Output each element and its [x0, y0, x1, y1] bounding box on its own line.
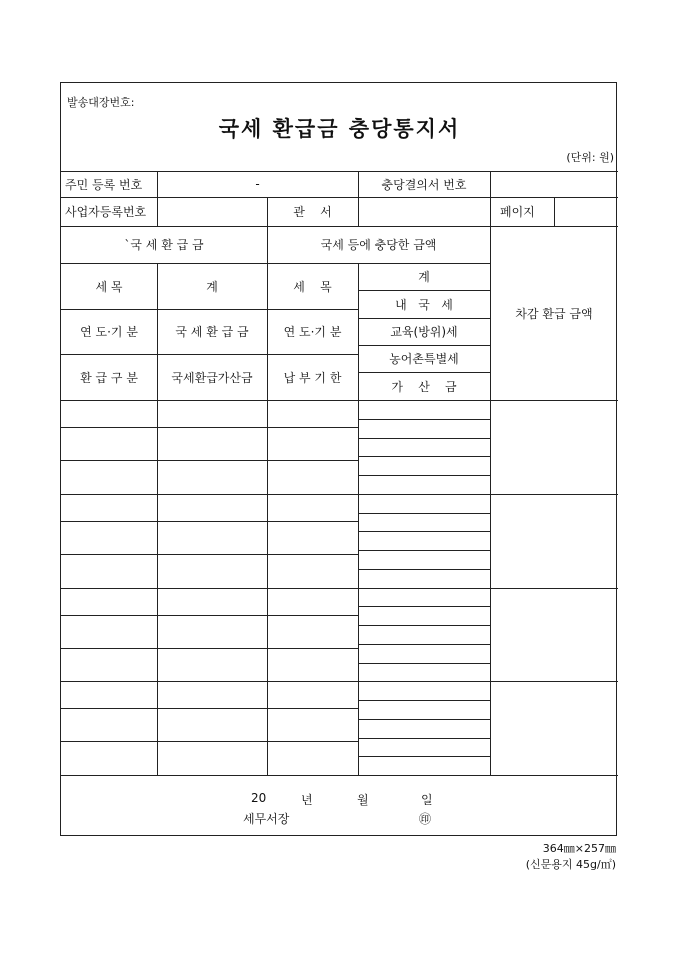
refund-total-header: 계: [206, 279, 218, 294]
column-divider: [358, 400, 359, 775]
seal-mark: ㊞: [419, 812, 432, 826]
rural-tax-header: 농어촌특별세: [389, 352, 459, 366]
day-label: 일: [421, 793, 433, 807]
month-label: 월: [357, 793, 369, 807]
column-divider: [267, 400, 268, 775]
refund-amount-header: 국 세 환 급 금: [175, 325, 249, 339]
year-prefix: 20: [251, 791, 267, 805]
applied-total-header: 계: [418, 270, 430, 284]
sub-row-divider: [358, 625, 490, 626]
year-label: 년: [301, 793, 313, 807]
business-reg-label: 사업자등록번호: [65, 205, 147, 219]
refund-notice-form: [60, 82, 617, 836]
applied-year-period-header: 연 도·기 분: [283, 325, 342, 339]
paper-size: 364㎜×257㎜: [542, 842, 616, 855]
education-tax-header: 교육(방위)세: [390, 325, 458, 339]
block-divider: [61, 494, 618, 495]
deducted-amount-header: 차감 환급 금액: [515, 306, 593, 321]
divider: [61, 775, 618, 776]
sub-row-divider: [358, 663, 490, 664]
sub-row-divider: [358, 475, 490, 476]
row-divider: [61, 648, 358, 649]
sub-row-divider: [358, 700, 490, 701]
row-divider: [61, 427, 358, 428]
sub-row-divider: [358, 738, 490, 739]
sub-row-divider: [358, 531, 490, 532]
divider: [61, 400, 618, 401]
sub-row-divider: [358, 756, 490, 757]
column-divider: [490, 400, 491, 775]
page-label: 페이지: [500, 205, 535, 219]
sub-row-divider: [358, 513, 490, 514]
sub-row-divider: [358, 606, 490, 607]
sub-row-divider: [358, 550, 490, 551]
sub-row-divider: [358, 719, 490, 720]
decision-no-label: 충당결의서 번호: [381, 177, 467, 192]
refund-type-header: 환 급 구 분: [80, 370, 138, 385]
applied-group-header: 국세 등에 충당한 금액: [320, 238, 437, 252]
domestic-tax-header: 내 국 세: [395, 297, 453, 312]
sub-row-divider: [358, 644, 490, 645]
block-divider: [61, 588, 618, 589]
row-divider: [61, 615, 358, 616]
row-divider: [61, 708, 358, 709]
column-divider: [157, 400, 158, 775]
sub-row-divider: [358, 438, 490, 439]
paper-type: (신문용지 45g/㎡): [525, 858, 616, 871]
row-divider: [61, 460, 358, 461]
form-title: 국세 환급금 충당통지서: [218, 116, 461, 141]
tax-office-label: 관 서: [293, 205, 332, 219]
row-divider: [61, 741, 358, 742]
refund-group-header: `국 세 환 급 금: [124, 238, 204, 252]
resident-reg-value: -: [255, 177, 260, 191]
unit-label: (단위: 원): [566, 151, 614, 164]
applied-tax-item-header: 세 목: [293, 279, 332, 294]
penalty-header: 가 산 금: [391, 379, 457, 394]
issue-number-label: 발송대장번호:: [67, 96, 135, 109]
row-divider: [61, 554, 358, 555]
year-period-header: 연 도·기 분: [80, 325, 138, 339]
office-head-label: 세무서장: [243, 812, 290, 826]
due-date-header: 납 부 기 한: [283, 370, 342, 385]
block-divider: [61, 681, 618, 682]
sub-row-divider: [358, 419, 490, 420]
refund-surcharge-header: 국세환급가산금: [171, 370, 253, 385]
sub-row-divider: [358, 456, 490, 457]
sub-row-divider: [358, 569, 490, 570]
resident-reg-label: 주민 등록 번호: [65, 177, 143, 192]
tax-item-header: 세 목: [95, 279, 123, 294]
row-divider: [61, 521, 358, 522]
